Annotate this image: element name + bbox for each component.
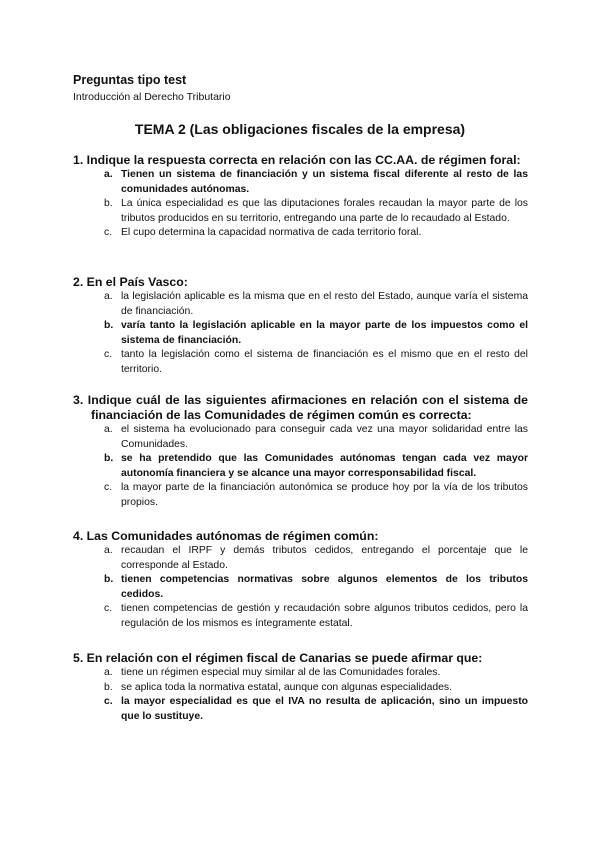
option-c: c. la mayor parte de la financiación autonómica se produce hoy por la vía de los tributos propios. [104, 482, 528, 508]
question-heading: 5. En relación con el régimen fiscal de Canarias se puede afirmar que: [73, 651, 483, 665]
option-a: a. el sistema ha evolucionado para conseguir cada vez una mayor solidaridad entre las Comunidades. [104, 424, 528, 450]
question-heading: 1. Indique la respuesta correcta en relación con las CC.AA. de régimen foral: [73, 153, 521, 167]
tema-heading: TEMA 2 (Las obligaciones fiscales de la empresa) [134, 121, 466, 137]
question-heading: 2. En el País Vasco: [73, 275, 188, 289]
question-2 [73, 275, 528, 378]
question-5 [73, 651, 528, 724]
option-b: b. se ha pretendido que las Comunidades autónomas tengan cada vez mayor autonomía financiera y se alcance una mayor corresponsabilidad fiscal. [104, 453, 528, 479]
option-c: c. tanto la legislación como el sistema de financiación es el mismo que en el resto del territorio. [104, 349, 528, 375]
option-a: a. la legislación aplicable es la misma que en el resto del Estado, aunque varía el sistema de financiación. [104, 291, 528, 317]
document-title: Preguntas tipo test [73, 73, 187, 87]
option-a: a. tiene un régimen especial muy similar al de las Comunidades forales. [104, 667, 441, 678]
option-c: c. El cupo determina la capacidad normativa de cada territorio foral. [104, 227, 422, 239]
question-3 [73, 393, 528, 511]
option-a: a. Tienen un sistema de financiación y un sistema fiscal diferente al resto de las comunidades autónomas. [104, 169, 528, 195]
option-list [73, 666, 528, 724]
question-heading: 3. Indique cuál de las siguientes afirmaciones en relación con el sistema de financiación de las Comunidades de régimen común es correcta: [73, 393, 528, 422]
question-4 [73, 529, 528, 632]
document-subtitle: Introducción al Derecho Tributario [73, 91, 231, 103]
option-list [73, 168, 528, 241]
option-b: b. tienen competencias normativas sobre algunos elementos de los tributos cedidos. [104, 574, 528, 600]
option-a: a. recaudan el IRPF y demás tributos cedidos, entregando el porcentaje que le corresponde al Estado. [104, 545, 528, 571]
option-b: b. La única especialidad es que las diputaciones forales recaudan la mayor parte de los tributos producidos en su territorio, entregando una parte de lo recaudado al Estado. [104, 198, 528, 224]
option-b: b. se aplica toda la normativa estatal, aunque con algunas especialidades. [104, 681, 452, 693]
option-c: c. la mayor especialidad es que el IVA no resulta de aplicación, sino un impuesto que lo sustituye. [104, 696, 528, 722]
question-heading: 4. Las Comunidades autónomas de régimen común: [73, 529, 379, 543]
option-list [73, 423, 528, 511]
option-c: c. tienen competencias de gestión y recaudación sobre algunos tributos cedidos, pero la regulación de los mismos es íntegramente estatal. [104, 603, 528, 629]
option-b: b. varía tanto la legislación aplicable en la mayor parte de los impuestos como el sistema de financiación. [104, 320, 528, 346]
option-list [73, 290, 528, 378]
option-list [73, 544, 528, 632]
question-1 [73, 153, 528, 241]
